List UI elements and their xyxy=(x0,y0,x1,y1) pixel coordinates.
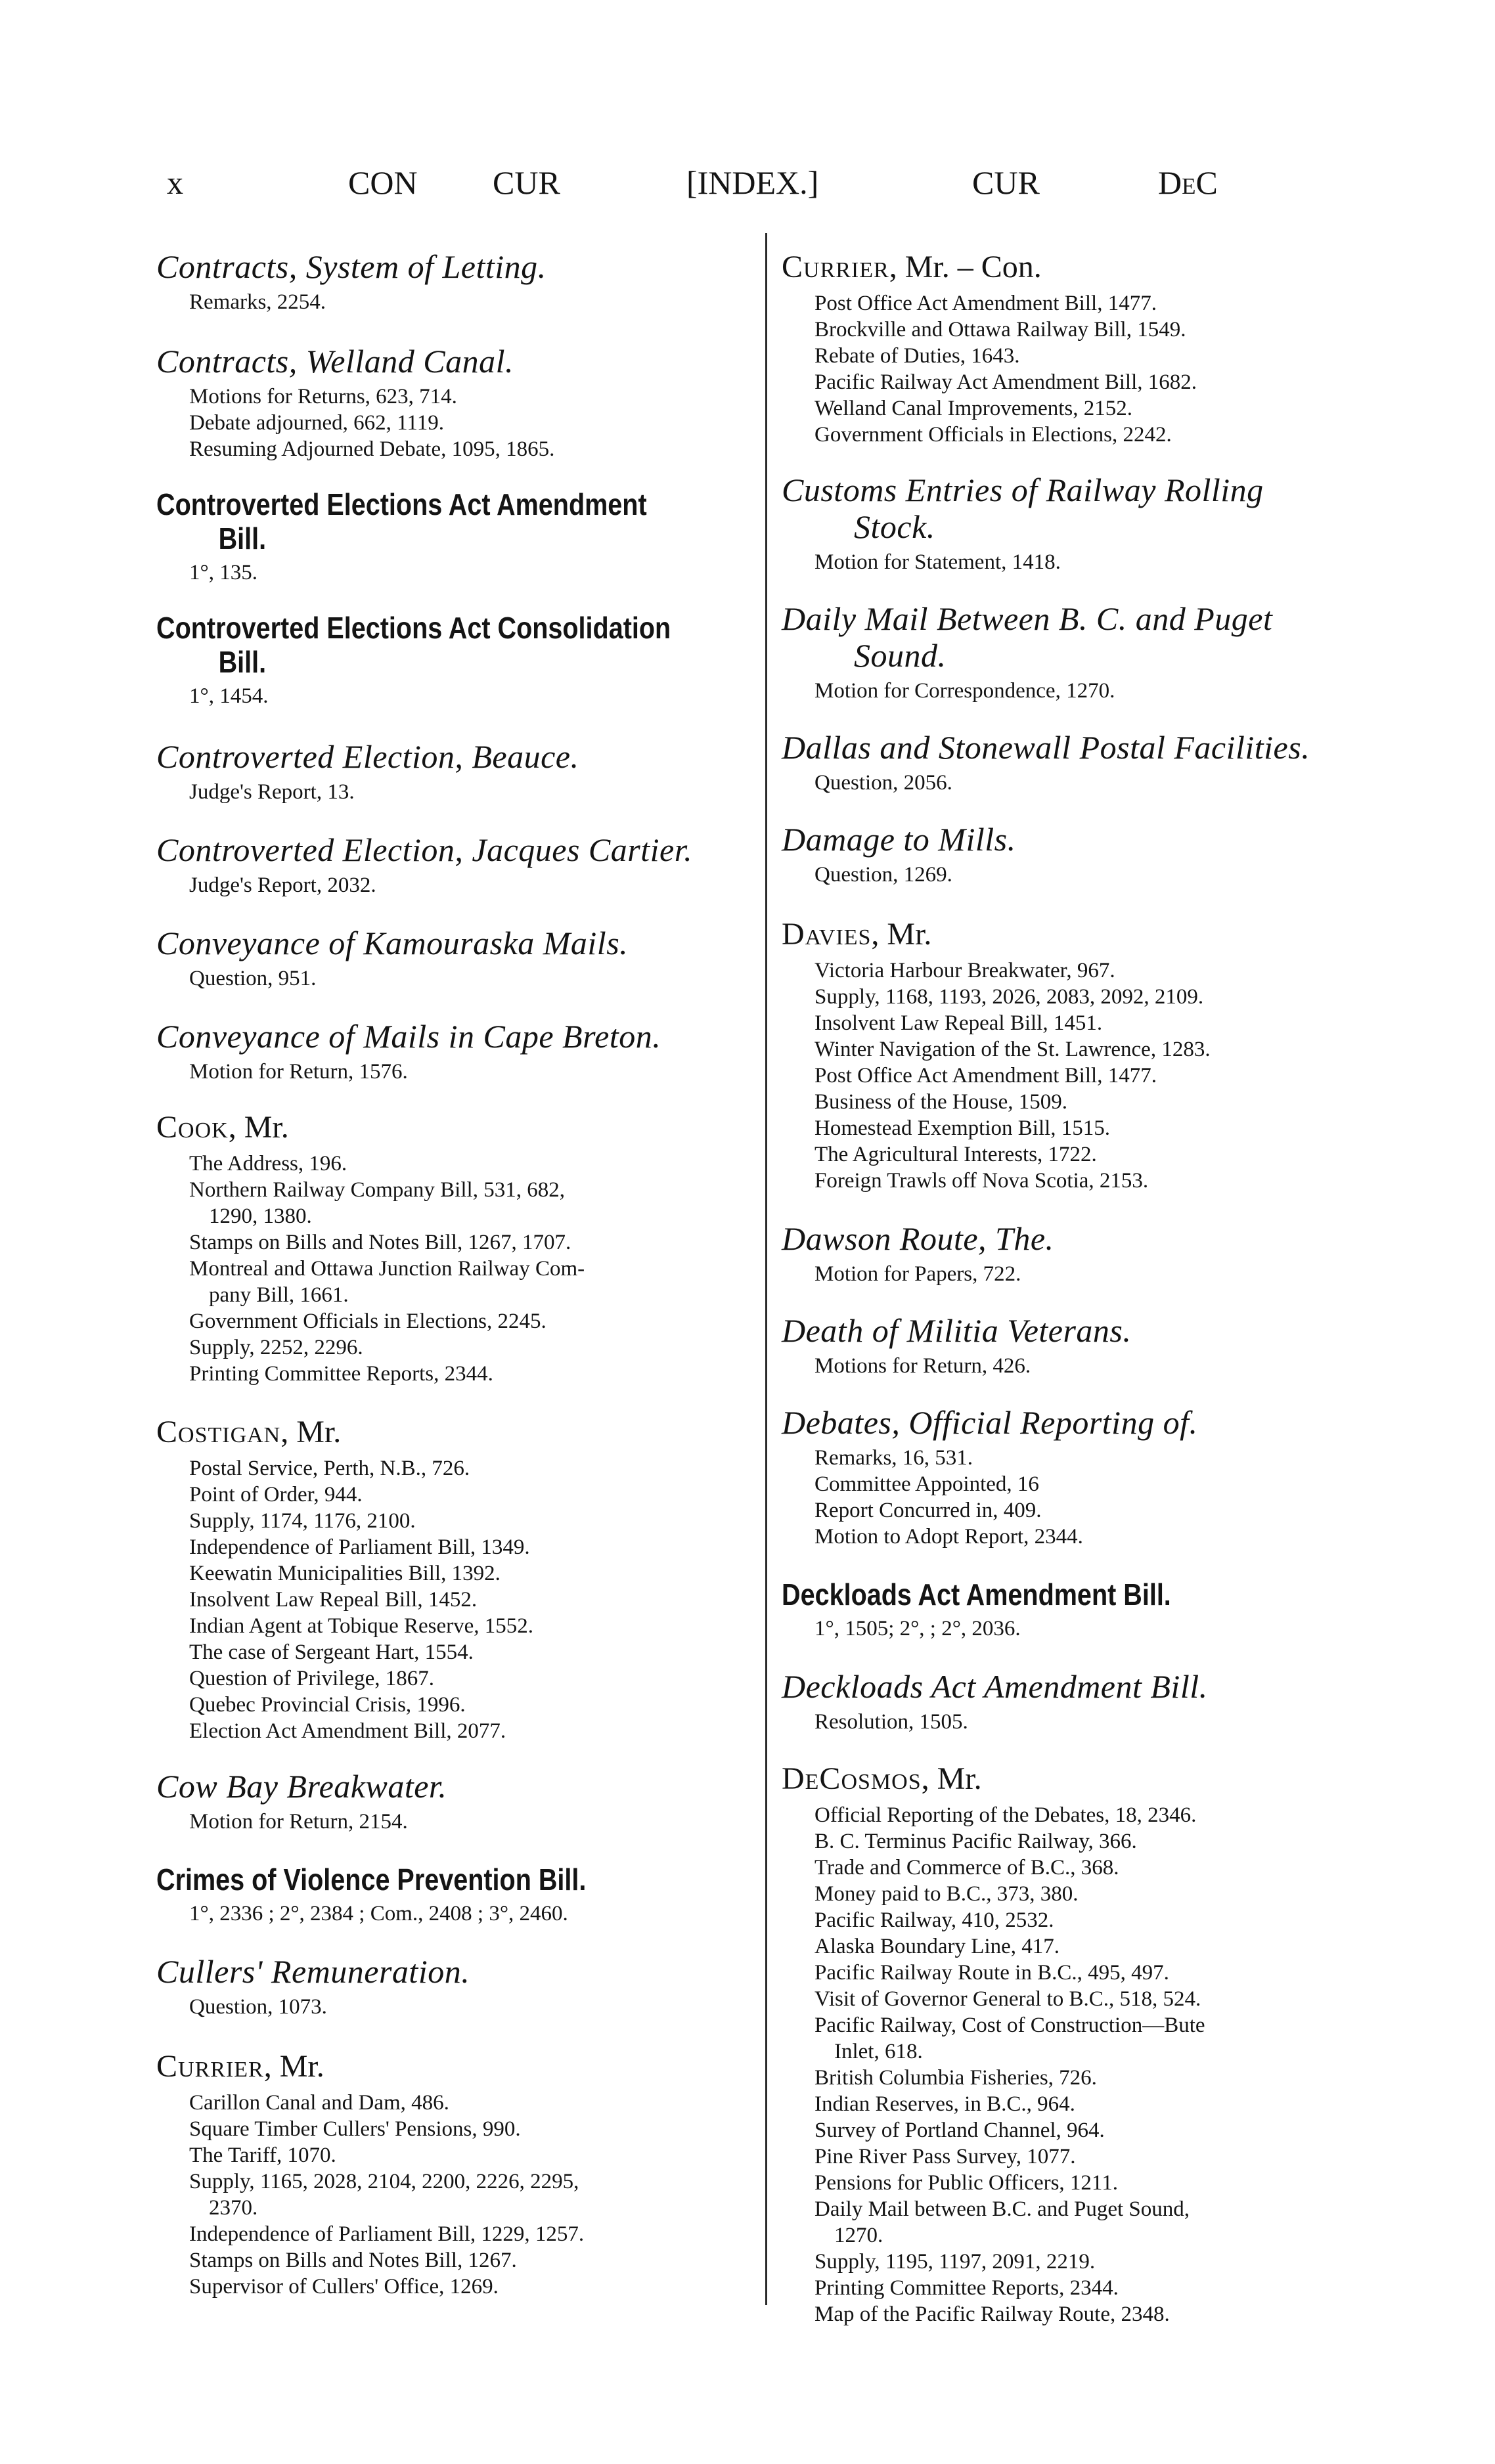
sub-entry: Northern Railway Company Bill, 531, 682, 1290, 1380. xyxy=(189,1178,565,1228)
sub-entry: Question, 2056. xyxy=(814,771,952,795)
sub-entries xyxy=(156,1059,754,1085)
heading-text: Deckloads Act Amendment Bill. xyxy=(782,1577,1171,1612)
sub-entries xyxy=(782,678,1393,704)
section-title: [INDEX.] xyxy=(686,164,819,201)
sub-entry: Stamps on Bills and Notes Bill, 1267, 1707. xyxy=(189,1231,571,1254)
sub-entry: Independence of Parliament Bill, 1229, 1257. xyxy=(189,2222,585,2246)
sub-entries xyxy=(782,957,1393,1194)
member-surname: Currier xyxy=(782,250,889,284)
sub-entry: Visit of Governor General to B.C., 518, 524. xyxy=(814,1987,1201,2011)
sub-entry: 1°, 1505; 2°, ; 2°, 2036. xyxy=(814,1617,1021,1640)
sub-entry: Motion for Return, 2154. xyxy=(189,1810,408,1834)
topic-heading xyxy=(782,1312,1393,1349)
sub-entries xyxy=(782,1709,1393,1735)
sub-entries xyxy=(782,770,1393,796)
heading-text: Debates, Official Reporting of. xyxy=(782,1404,1198,1441)
sub-entry: Supply, 1195, 1197, 2091, 2219. xyxy=(814,2250,1096,2274)
index-entry xyxy=(782,1668,1393,1735)
sub-entry: Report Concurred in, 409. xyxy=(814,1499,1042,1522)
sub-entry: Election Act Amendment Bill, 2077. xyxy=(189,1719,506,1743)
sub-entry: Insolvent Law Repeal Bill, 1452. xyxy=(189,1588,478,1612)
sub-entry: Pacific Railway Route in B.C., 495, 497. xyxy=(814,1961,1169,1985)
topic-heading xyxy=(782,729,1393,766)
index-entry xyxy=(782,821,1393,888)
sub-entry: Supervisor of Cullers' Office, 1269. xyxy=(189,2275,499,2299)
heading-text: Crimes of Violence Prevention Bill. xyxy=(156,1862,587,1897)
heading-text: Conveyance of Mails in Cape Breton. xyxy=(156,1018,661,1055)
sub-entry: 1°, 135. xyxy=(189,561,257,584)
index-entry xyxy=(156,925,754,992)
topic-heading xyxy=(156,1862,755,1897)
sub-entry: 1°, 2336 ; 2°, 2384 ; Com., 2408 ; 3°, 2460. xyxy=(189,1902,568,1925)
sub-entry: Supply, 1174, 1176, 2100. xyxy=(189,1509,416,1533)
index-entry xyxy=(782,1220,1393,1287)
topic-heading xyxy=(156,1768,754,1805)
index-entry xyxy=(156,2048,754,2300)
sub-entry: British Columbia Fisheries, 726. xyxy=(814,2066,1097,2090)
index-entry xyxy=(156,738,754,805)
topic-heading xyxy=(156,611,755,679)
sub-entry: Debate adjourned, 662, 1119. xyxy=(189,411,444,435)
index-entry xyxy=(156,1413,754,1744)
sub-entries xyxy=(782,549,1393,575)
sub-entries xyxy=(156,1901,754,1927)
sub-entry: Welland Canal Improvements, 2152. xyxy=(814,397,1132,420)
topic-heading xyxy=(782,1220,1393,1257)
topic-heading xyxy=(156,1018,754,1055)
sub-entry: Pensions for Public Officers, 1211. xyxy=(814,2171,1118,2195)
sub-entry: Post Office Act Amendment Bill, 1477. xyxy=(814,292,1157,315)
heading-text: Damage to Mills. xyxy=(782,821,1016,858)
heading-text: Cow Bay Breakwater. xyxy=(156,1768,447,1805)
heading-text: Controverted Election, Jacques Cartier. xyxy=(156,831,693,868)
sub-entry: Question, 951. xyxy=(189,967,317,990)
member-surname: Davies xyxy=(782,917,872,952)
heading-continuation: Bill. xyxy=(218,645,267,679)
sub-entries xyxy=(782,1802,1393,2327)
member-name-heading xyxy=(156,1413,754,1451)
sub-entries xyxy=(782,1445,1393,1550)
index-entry xyxy=(782,1404,1393,1550)
sub-entry: Postal Service, Perth, N.B., 726. xyxy=(189,1457,470,1480)
sub-entry: The Agricultural Interests, 1722. xyxy=(814,1143,1097,1166)
sub-entry: Motion for Statement, 1418. xyxy=(814,550,1061,574)
sub-entry: Motion for Correspondence, 1270. xyxy=(814,679,1115,703)
sub-entry: Motion to Adopt Report, 2344. xyxy=(814,1525,1083,1549)
member-title: , Mr. xyxy=(280,1415,342,1449)
sub-entries xyxy=(156,683,754,709)
sub-entries xyxy=(156,1809,754,1835)
guide-word-right-end: DeC xyxy=(1158,164,1218,201)
topic-heading xyxy=(156,925,754,961)
member-title: , Mr. xyxy=(263,2049,324,2084)
sub-entries xyxy=(156,1455,754,1744)
heading-text: Contracts, System of Letting. xyxy=(156,248,547,285)
sub-entry: Alaska Boundary Line, 417. xyxy=(814,1935,1060,1958)
member-surname: Currier xyxy=(156,2049,264,2084)
sub-entry: The Tariff, 1070. xyxy=(189,2144,336,2167)
topic-heading xyxy=(782,821,1393,858)
heading-text: Deckloads Act Amendment Bill. xyxy=(782,1668,1208,1705)
member-surname: Costigan xyxy=(156,1415,281,1449)
index-entry xyxy=(782,472,1393,575)
sub-entry: Keewatin Municipalities Bill, 1392. xyxy=(189,1562,501,1585)
sub-entry: Stamps on Bills and Notes Bill, 1267. xyxy=(189,2249,517,2272)
sub-entry: Motion for Papers, 722. xyxy=(814,1262,1021,1286)
sub-entry: Remarks, 16, 531. xyxy=(814,1446,973,1470)
sub-entry: Brockville and Ottawa Railway Bill, 1549. xyxy=(814,318,1186,341)
topic-heading xyxy=(156,738,754,775)
column-divider xyxy=(765,233,767,2305)
heading-text: Controverted Election, Beauce. xyxy=(156,738,579,775)
index-entry xyxy=(782,729,1393,796)
member-name-heading xyxy=(782,248,1393,286)
sub-entry: Question of Privilege, 1867. xyxy=(189,1667,435,1690)
heading-text: Contracts, Welland Canal. xyxy=(156,343,514,380)
sub-entry: The Address, 196. xyxy=(189,1152,347,1176)
member-surname: Cook xyxy=(156,1110,229,1145)
topic-heading xyxy=(156,831,754,868)
guide-word-left-start: CON xyxy=(348,164,418,201)
sub-entries xyxy=(782,290,1393,448)
index-entry xyxy=(156,1768,754,1835)
sub-entry: Remarks, 2254. xyxy=(189,290,326,314)
sub-entry: Resuming Adjourned Debate, 1095, 1865. xyxy=(189,437,555,461)
sub-entry: Victoria Harbour Breakwater, 967. xyxy=(814,959,1115,982)
heading-text: Death of Militia Veterans. xyxy=(782,1312,1132,1349)
sub-entries xyxy=(156,560,754,586)
member-title: , Mr. xyxy=(228,1110,289,1145)
member-name-heading xyxy=(782,915,1393,954)
member-title: , Mr. xyxy=(871,917,932,952)
sub-entry: Trade and Commerce of B.C., 368. xyxy=(814,1856,1119,1880)
sub-entries xyxy=(156,1151,754,1387)
heading-continuation: Stock. xyxy=(854,508,935,545)
sub-entry: Daily Mail between B.C. and Puget Sound, 1270. xyxy=(814,2197,1190,2247)
heading-text: Daily Mail Between B. C. and Puget xyxy=(782,600,1273,637)
sub-entry: Homestead Exemption Bill, 1515. xyxy=(814,1116,1111,1140)
sub-entry: Pacific Railway, Cost of Construction—Bute Inlet, 618. xyxy=(814,2013,1205,2063)
heading-continuation: Bill. xyxy=(218,521,267,556)
sub-entry: Judge's Report, 2032. xyxy=(189,873,376,897)
heading-continuation: Sound. xyxy=(854,637,947,674)
sub-entry: Independence of Parliament Bill, 1349. xyxy=(189,1535,530,1559)
heading-text: Dallas and Stonewall Postal Facilities. xyxy=(782,729,1310,766)
index-entry xyxy=(156,831,754,898)
heading-text: Cullers' Remuneration. xyxy=(156,1953,470,1990)
topic-heading xyxy=(782,1668,1393,1705)
running-head xyxy=(0,156,1495,209)
left-column xyxy=(156,223,754,2300)
member-title: , Mr. – Con. xyxy=(889,250,1042,284)
heading-text: Controverted Elections Act Amendment xyxy=(156,487,647,521)
topic-heading xyxy=(782,472,1393,545)
sub-entries xyxy=(156,289,754,315)
sub-entry: Resolution, 1505. xyxy=(814,1710,968,1734)
index-entry xyxy=(782,1577,1393,1642)
index-entry xyxy=(156,248,754,315)
sub-entries xyxy=(156,965,754,992)
index-entry xyxy=(156,343,754,462)
sub-entries xyxy=(782,862,1393,888)
sub-entries xyxy=(782,1616,1393,1642)
topic-heading xyxy=(782,1404,1393,1441)
member-title: , Mr. xyxy=(921,1761,982,1796)
sub-entry: Motions for Return, 426. xyxy=(814,1354,1031,1378)
sub-entry: Insolvent Law Repeal Bill, 1451. xyxy=(814,1011,1103,1035)
index-entry xyxy=(782,600,1393,704)
sub-entry: Carillon Canal and Dam, 486. xyxy=(189,2091,449,2115)
sub-entries xyxy=(156,2090,754,2300)
sub-entry: Survey of Portland Channel, 964. xyxy=(814,2119,1105,2142)
index-entry xyxy=(782,1760,1393,2327)
topic-heading xyxy=(156,343,754,380)
topic-heading xyxy=(782,600,1393,674)
sub-entry: Supply, 2252, 2296. xyxy=(189,1336,363,1359)
right-column xyxy=(782,223,1393,2327)
sub-entry: Committee Appointed, 16 xyxy=(814,1472,1039,1496)
index-entry xyxy=(156,1109,754,1387)
sub-entry: Motion for Return, 1576. xyxy=(189,1060,408,1084)
heading-text: Customs Entries of Railway Rolling xyxy=(782,472,1264,508)
sub-entry: Supply, 1165, 2028, 2104, 2200, 2226, 2295, 2370. xyxy=(189,2170,579,2220)
page-number: x xyxy=(167,164,183,201)
heading-text: Dawson Route, The. xyxy=(782,1220,1054,1257)
sub-entry: Indian Agent at Tobique Reserve, 1552. xyxy=(189,1614,534,1638)
sub-entry: Question, 1269. xyxy=(814,863,952,887)
sub-entry: Printing Committee Reports, 2344. xyxy=(814,2276,1119,2300)
topic-heading xyxy=(156,248,754,285)
index-entry xyxy=(156,1018,754,1085)
guide-word-right-start: CUR xyxy=(972,164,1040,201)
member-name-heading xyxy=(156,2048,754,2086)
index-entry xyxy=(156,1953,754,2020)
index-entry xyxy=(156,487,754,586)
sub-entry: Winter Navigation of the St. Lawrence, 1283. xyxy=(814,1038,1211,1061)
topic-heading xyxy=(782,1577,1381,1612)
sub-entry: Supply, 1168, 1193, 2026, 2083, 2092, 2109. xyxy=(814,985,1204,1009)
sub-entry: Montreal and Ottawa Junction Railway Com- pany Bill, 1661. xyxy=(189,1257,585,1307)
sub-entry: Map of the Pacific Railway Route, 2348. xyxy=(814,2302,1170,2326)
sub-entry: B. C. Terminus Pacific Railway, 366. xyxy=(814,1830,1137,1853)
sub-entry: Government Officials in Elections, 2245. xyxy=(189,1309,547,1333)
sub-entry: The case of Sergeant Hart, 1554. xyxy=(189,1640,474,1664)
sub-entry: Printing Committee Reports, 2344. xyxy=(189,1362,493,1386)
sub-entries xyxy=(156,1994,754,2020)
index-entry xyxy=(782,248,1393,448)
heading-text: Controverted Elections Act Consolidation xyxy=(156,611,671,645)
index-entry xyxy=(156,1862,754,1927)
topic-heading xyxy=(156,1953,754,1990)
member-name-heading xyxy=(156,1109,754,1147)
sub-entry: Indian Reserves, in B.C., 964. xyxy=(814,2092,1075,2116)
sub-entry: Quebec Provincial Crisis, 1996. xyxy=(189,1693,466,1717)
sub-entry: Rebate of Duties, 1643. xyxy=(814,344,1020,368)
member-surname: DeCosmos xyxy=(782,1761,922,1796)
sub-entry: Motions for Returns, 623, 714. xyxy=(189,385,457,408)
sub-entry: Business of the House, 1509. xyxy=(814,1090,1067,1114)
sub-entry: Pacific Railway Act Amendment Bill, 1682. xyxy=(814,370,1197,394)
heading-text: Conveyance of Kamouraska Mails. xyxy=(156,925,629,961)
sub-entries xyxy=(782,1353,1393,1379)
sub-entries xyxy=(782,1261,1393,1287)
sub-entry: Post Office Act Amendment Bill, 1477. xyxy=(814,1064,1157,1088)
member-name-heading xyxy=(782,1760,1393,1798)
sub-entry: Money paid to B.C., 373, 380. xyxy=(814,1882,1079,1906)
sub-entry: Government Officials in Elections, 2242. xyxy=(814,423,1172,447)
sub-entries xyxy=(156,779,754,805)
sub-entry: Square Timber Cullers' Pensions, 990. xyxy=(189,2117,521,2141)
topic-heading xyxy=(156,487,755,556)
index-entry xyxy=(782,1312,1393,1379)
sub-entry: Question, 1073. xyxy=(189,1995,327,2019)
sub-entries xyxy=(156,872,754,898)
index-entry xyxy=(782,915,1393,1194)
sub-entry: Point of Order, 944. xyxy=(189,1483,363,1507)
index-entry xyxy=(156,611,754,709)
sub-entry: 1°, 1454. xyxy=(189,684,269,708)
sub-entry: Pine River Pass Survey, 1077. xyxy=(814,2145,1076,2168)
sub-entry: Pacific Railway, 410, 2532. xyxy=(814,1908,1054,1932)
guide-word-left-end: CUR xyxy=(493,164,560,201)
sub-entry: Official Reporting of the Debates, 18, 2346. xyxy=(814,1803,1197,1827)
sub-entry: Judge's Report, 13. xyxy=(189,780,355,804)
sub-entries xyxy=(156,384,754,462)
sub-entry: Foreign Trawls off Nova Scotia, 2153. xyxy=(814,1169,1149,1193)
